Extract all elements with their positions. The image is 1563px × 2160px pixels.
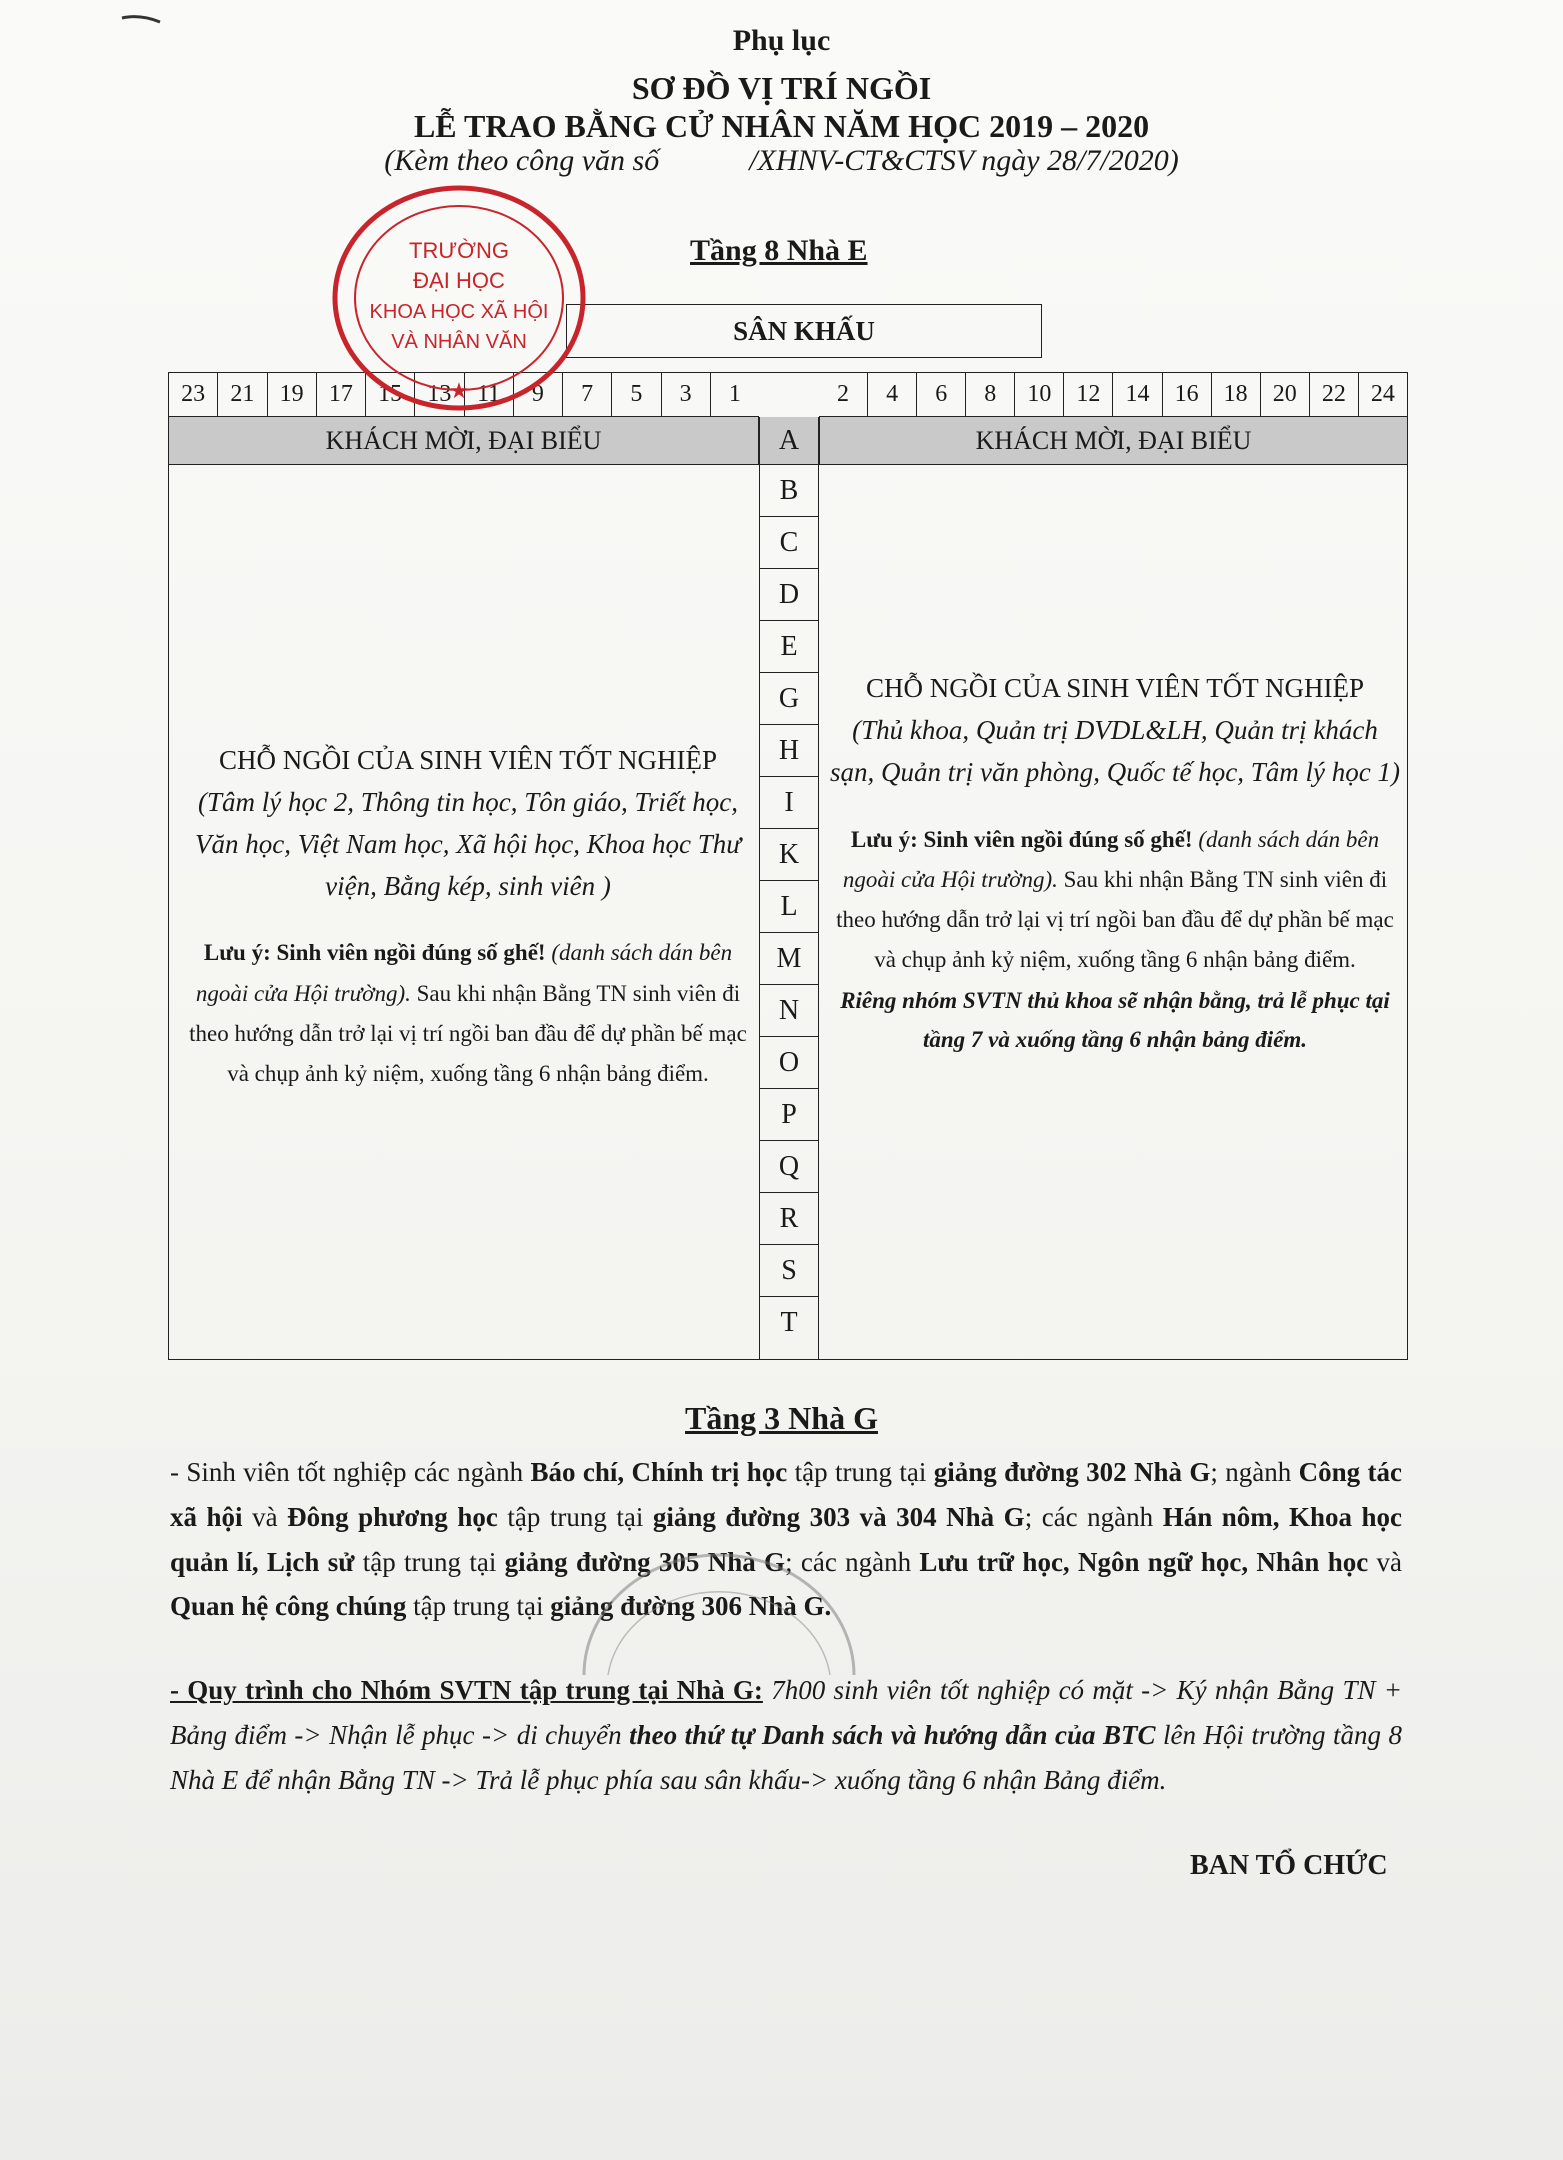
majors-text-segment: tập trung tại: [354, 1546, 505, 1577]
right-note-bold: Lưu ý: Sinh viên ngồi đúng số ghế!: [850, 826, 1193, 852]
right-note-italic: (danh sách dán bên ngoài cửa Hội trường).: [842, 826, 1380, 892]
left-seat-21: 21: [218, 373, 267, 416]
guest-area-left: [169, 417, 759, 465]
left-seat-17: 17: [317, 373, 366, 416]
floor8-title: Tầng 8 Nhà E: [690, 234, 868, 267]
right-block-note: [830, 820, 1400, 981]
majors-text-segment: giảng đường 306 Nhà G.: [550, 1591, 832, 1622]
left-seat-9: 9: [514, 373, 563, 416]
row-letter-L: L: [760, 881, 818, 933]
majors-text-segment: tập trung tại: [787, 1457, 934, 1487]
left-seat-3: 3: [662, 373, 711, 416]
row-letter-S: S: [760, 1245, 818, 1297]
left-block-note: [178, 933, 758, 1094]
majors-text-segment: Lưu trữ học, Ngôn ngữ học, Nhân học: [919, 1546, 1369, 1577]
procedure-text-segment: lên Hội trường tầng 8 Nhà E để nhận Bằng TN -> Trả lễ phục phía sau sân khấu-> xuống tầng 6 nhận Bảng điểm.: [170, 1719, 1402, 1795]
majors-text-segment: giảng đường 303 và 304 Nhà G: [652, 1501, 1025, 1532]
majors-text-segment: giảng đường 302 Nhà G: [933, 1457, 1211, 1487]
faded-seal-impression: [574, 1535, 864, 1685]
floor3-title: Tầng 3 Nhà G: [685, 1400, 878, 1436]
right-seat-20: 20: [1261, 373, 1310, 416]
row-letter-B: B: [760, 465, 818, 517]
left-note-bold: Lưu ý: Sinh viên ngồi đúng số ghế!: [203, 940, 546, 966]
majors-text-segment: ; các ngành: [785, 1546, 920, 1577]
right-seat-18: 18: [1212, 373, 1261, 416]
left-seat-23: 23: [169, 373, 218, 416]
row-letter-E: E: [760, 621, 818, 673]
majors-text-segment: và: [242, 1501, 288, 1532]
right-seat-14: 14: [1113, 373, 1162, 416]
right-seat-8: 8: [966, 373, 1015, 416]
right-block-heading: CHỖ NGỒI CỦA SINH VIÊN TỐT NGHIỆP: [865, 673, 1364, 703]
row-letter-Q: Q: [760, 1141, 818, 1193]
right-seat-16: 16: [1163, 373, 1212, 416]
row-letter-H: H: [760, 725, 818, 777]
left-seat-5: 5: [612, 373, 661, 416]
svg-text:★: ★: [449, 378, 469, 403]
university-seal-stamp: [326, 180, 592, 416]
majors-text-segment: Đông phương học: [287, 1501, 498, 1532]
document-title: SƠ ĐỒ VỊ TRÍ NGỒI: [631, 70, 932, 106]
majors-text-segment: ; các ngành: [1024, 1501, 1163, 1532]
majors-text-segment: - Sinh viên tốt nghiệp các ngành: [170, 1457, 531, 1487]
majors-text-segment: Quan hệ công chúng: [170, 1591, 407, 1622]
majors-text-segment: Báo chí, Chính trị học: [530, 1457, 788, 1487]
left-note-italic: (danh sách dán bên ngoài cửa Hội trường).: [195, 940, 733, 1006]
procedure-lead: - Quy trình cho Nhóm SVTN tập trung tại Nhà G:: [170, 1675, 763, 1705]
right-seat-12: 12: [1064, 373, 1113, 416]
row-letter-P: P: [760, 1089, 818, 1141]
right-block-extra-note: Riêng nhóm SVTN thủ khoa sẽ nhận bằng, trả lễ phục tại tầng 7 và xuống tầng 6 nhận bảng điểm.: [840, 987, 1390, 1052]
svg-text:VÀ NHÂN VĂN: VÀ NHÂN VĂN: [391, 331, 527, 353]
guest-area-right: [819, 417, 1407, 465]
row-letter-C: C: [760, 517, 818, 569]
majors-text-segment: ; ngành: [1210, 1457, 1299, 1487]
right-seat-2: 2: [819, 373, 868, 416]
row-letter-R: R: [760, 1193, 818, 1245]
row-letter-M: M: [760, 933, 818, 985]
majors-text-segment: giảng đường 305 Nhà G: [504, 1546, 786, 1577]
right-note-text: Sau khi nhận Bằng TN sinh viên đi theo hướng dẫn trở lại vị trí ngồi ban đầu để dự phần bế mạc và chụp ảnh kỷ niệm, xuống tầng 6 nhận bảng điểm.: [836, 866, 1394, 973]
svg-text:KHOA HỌC XÃ HỘI: KHOA HỌC XÃ HỘI: [369, 301, 549, 323]
right-seat-6: 6: [917, 373, 966, 416]
row-letter-G: G: [760, 673, 818, 725]
floor3-procedure-paragraph: [170, 1668, 1402, 1802]
right-seat-4: 4: [868, 373, 917, 416]
guest-label-right: KHÁCH MỜI, ĐẠI BIỂU: [975, 425, 1252, 455]
majors-text-segment: và: [1368, 1546, 1403, 1577]
left-seat-7: 7: [563, 373, 612, 416]
row-letters-aisle: [759, 417, 819, 1359]
left-seat-1: 1: [728, 381, 741, 407]
document-subtitle: LỄ TRAO BẰNG CỬ NHÂN NĂM HỌC 2019 – 2020: [413, 108, 1150, 144]
row-letter-O: O: [760, 1037, 818, 1089]
left-seat-13: 13: [415, 373, 464, 416]
procedure-text-segment: theo thứ tự Danh sách và hướng dẫn của BTC: [629, 1719, 1156, 1750]
right-seat-numbers: [819, 373, 1407, 417]
attachment-reference: (Kèm theo công văn số /XHNV-CT&CTSV ngày 28/7/2020): [384, 144, 1179, 177]
row-letter-K: K: [760, 829, 818, 881]
left-seating-block: [178, 740, 758, 1094]
majors-text-segment: Công tác xã hội: [170, 1457, 1402, 1532]
right-seat-10: 10: [1015, 373, 1064, 416]
right-seat-22: 22: [1310, 373, 1359, 416]
majors-text-segment: tập trung tại: [406, 1591, 551, 1622]
guest-label-left: KHÁCH MỜI, ĐẠI BIỂU: [325, 425, 602, 455]
appendix-label: Phụ lục: [732, 24, 831, 57]
svg-text:ĐẠI HỌC: ĐẠI HỌC: [413, 268, 505, 293]
left-note-text: Sau khi nhận Bằng TN sinh viên đi theo hướng dẫn trở lại vị trí ngồi ban đầu để dự phần bế mạc và chụp ảnh kỷ niệm, xuống tầng 6 nhận bảng điểm.: [189, 980, 747, 1087]
svg-text:TRƯỜNG: TRƯỜNG: [409, 238, 509, 263]
stage-label: SÂN KHẤU: [733, 315, 875, 346]
left-seat-15: 15: [366, 373, 415, 416]
row-letter-T: T: [780, 1307, 798, 1338]
majors-text-segment: tập trung tại: [497, 1501, 653, 1532]
procedure-text-segment: 7h00 sinh viên tốt nghiệp có mặt -> Ký nhận Bằng TN + Bảng điểm -> Nhận lễ phục -> di chuyển: [170, 1675, 1402, 1750]
stage-box: [566, 304, 1042, 358]
organizer-signature: BAN TỔ CHỨC: [1190, 1850, 1388, 1881]
right-seating-block: [830, 668, 1400, 1059]
right-seat-24: 24: [1370, 381, 1395, 407]
left-block-heading: CHỖ NGỒI CỦA SINH VIÊN TỐT NGHIỆP: [218, 745, 717, 775]
row-letter-A: A: [760, 417, 818, 465]
left-seat-19: 19: [268, 373, 317, 416]
row-letter-N: N: [760, 985, 818, 1037]
row-letter-D: D: [760, 569, 818, 621]
right-block-majors: (Thủ khoa, Quản trị DVDL&LH, Quản trị khách sạn, Quản trị văn phòng, Quốc tế học, Tâm lý học 1): [830, 714, 1400, 787]
left-seat-11: 11: [465, 373, 514, 416]
left-block-majors: (Tâm lý học 2, Thông tin học, Tôn giáo, Triết học, Văn học, Việt Nam học, Xã hội học, Khoa học Thư viện, Bằng kép, sinh viên ): [195, 786, 741, 901]
majors-text-segment: Hán nôm, Khoa học quản lí, Lịch sử: [170, 1501, 1403, 1577]
row-letter-I: I: [760, 777, 818, 829]
